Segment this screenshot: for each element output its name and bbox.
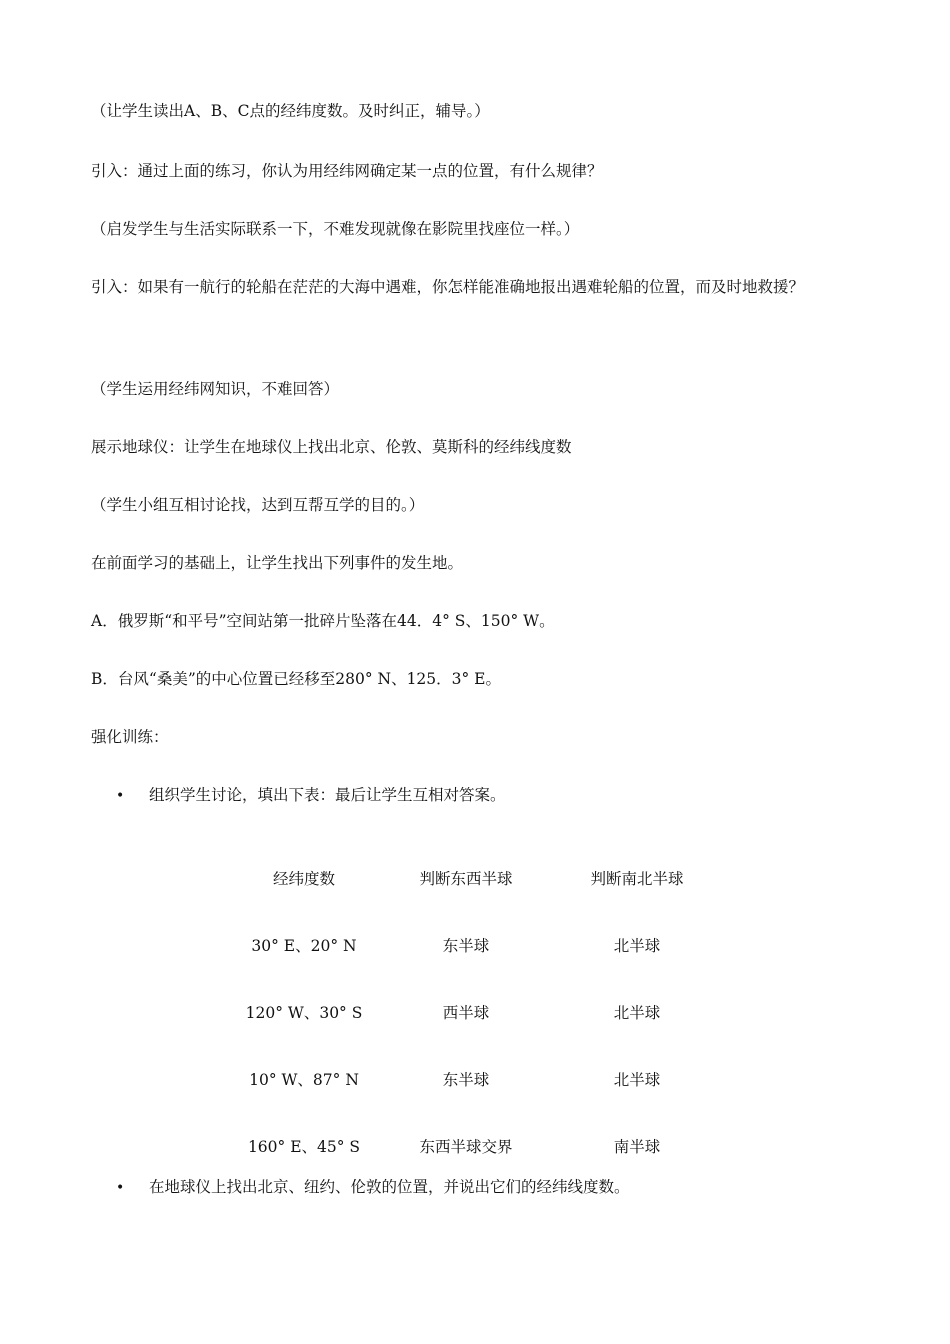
list-item (116, 784, 506, 807)
table-cell: 西半球 (442, 1004, 490, 1022)
table-row (215, 1002, 725, 1024)
table-cell: 东半球 (442, 937, 490, 955)
table-cell: 东半球 (442, 1071, 490, 1089)
paragraph-read-coordinates: （让学生读出A、B、C点的经纬度数。及时纠正，辅导。） (91, 102, 490, 120)
table-cell: 30° E、20° N (251, 937, 357, 955)
table-row (215, 935, 725, 957)
paragraph-event-a: A．俄罗斯“和平号”空间站第一批碎片坠落在44．4° S、150° W。 (91, 612, 555, 630)
table-cell: 东西半球交界 (419, 1138, 513, 1156)
table-cell: 10° W、87° N (249, 1071, 359, 1089)
paragraph-reinforcement: 强化训练： (91, 728, 169, 746)
bullet-icon: • (116, 788, 125, 804)
paragraph-cinema-hint: （启发学生与生活实际联系一下，不难发现就像在影院里找座位一样。） (91, 220, 580, 238)
table-header-row (215, 868, 725, 890)
paragraph-show-globe: 展示地球仪：让学生在地球仪上找出北京、伦敦、莫斯科的经纬线度数 (91, 438, 572, 456)
paragraph-intro-pattern: 引入：通过上面的练习，你认为用经纬网确定某一点的位置，有什么规律？ (91, 162, 603, 180)
table-cell: 160° E、45° S (247, 1138, 361, 1156)
paragraph-find-events: 在前面学习的基础上，让学生找出下列事件的发生地。 (91, 554, 464, 572)
bullet-text: 在地球仪上找出北京、纽约、伦敦的位置，并说出它们的经纬线度数。 (149, 1178, 630, 1196)
list-item (116, 1176, 630, 1199)
table-header-cell: 经纬度数 (272, 870, 335, 888)
table-cell: 120° W、30° S (245, 1004, 363, 1022)
table-header-cell: 判断南北半球 (590, 870, 684, 888)
table-header-cell: 判断东西半球 (419, 870, 513, 888)
table-cell: 北半球 (613, 937, 661, 955)
table-cell: 北半球 (613, 1004, 661, 1022)
paragraph-intro-ship: 引入：如果有一航行的轮船在茫茫的大海中遇难，你怎样能准确地报出遇难轮船的位置，而及时地救援？ (91, 278, 805, 296)
table-cell: 南半球 (613, 1138, 661, 1156)
paragraph-event-b: B．台风“桑美”的中心位置已经移至280° N、125．3° E。 (91, 670, 502, 688)
bullet-icon: • (116, 1180, 125, 1196)
table-row (215, 1069, 725, 1091)
paragraph-group-discussion: （学生小组互相讨论找，达到互帮互学的目的。） (91, 496, 425, 514)
table-row (215, 1136, 725, 1158)
bullet-text: 组织学生讨论，填出下表：最后让学生互相对答案。 (149, 786, 506, 804)
paragraph-students-answer: （学生运用经纬网知识，不难回答） (91, 380, 340, 398)
table-cell: 北半球 (613, 1071, 661, 1089)
